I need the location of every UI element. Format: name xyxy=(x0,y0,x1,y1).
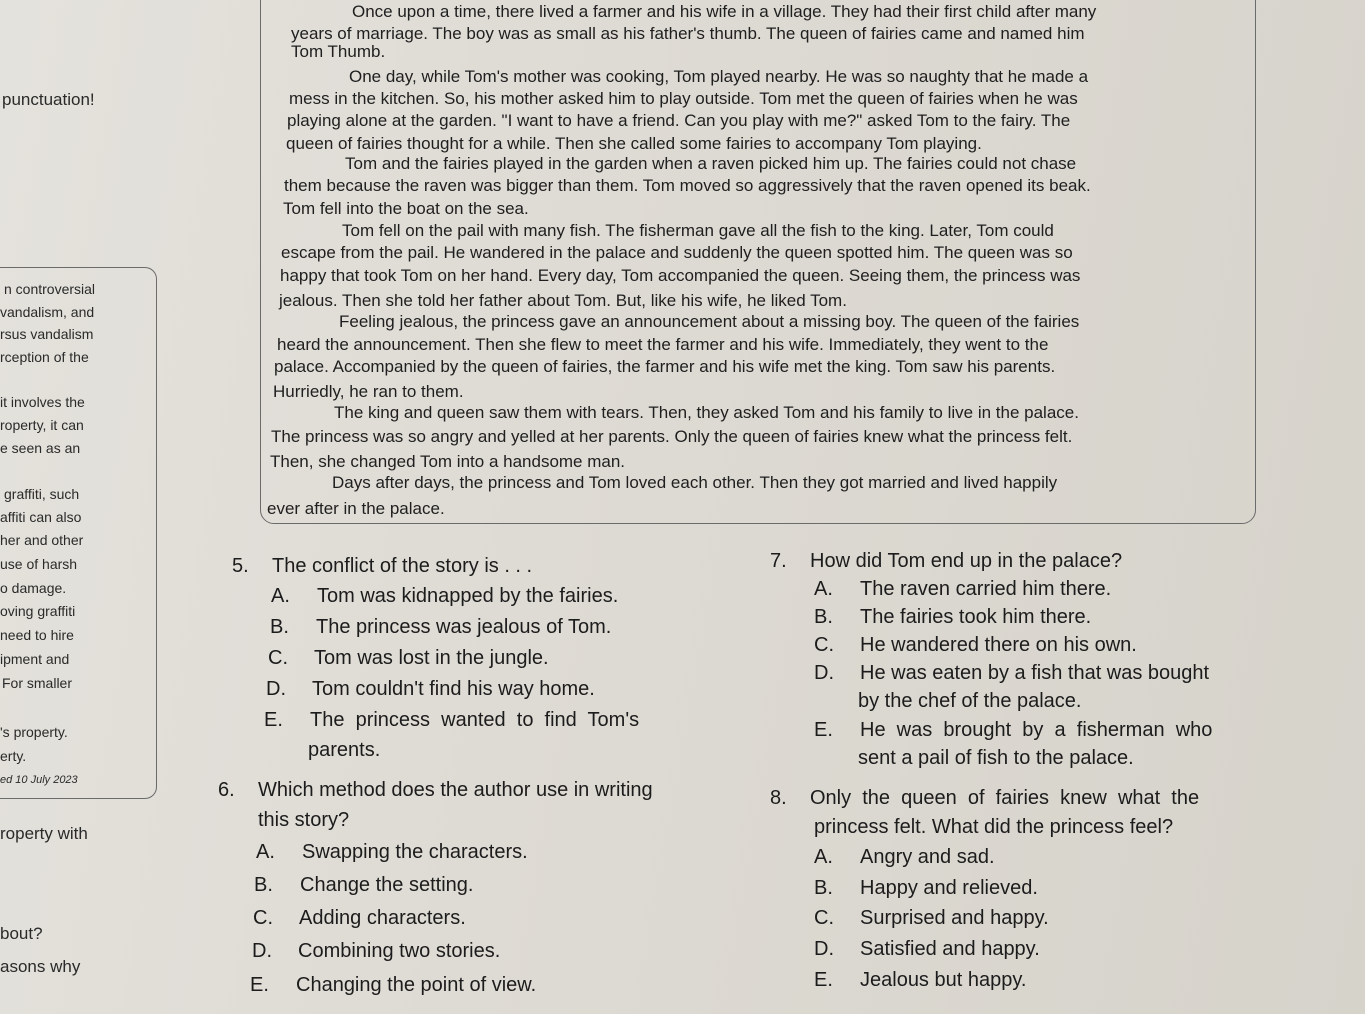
question-text: Which method does the author use in writing xyxy=(258,779,653,801)
story-line: queen of fairies thought for a while. Then she called some fairies to accompany Tom playing. xyxy=(286,134,982,153)
option-letter: E. xyxy=(250,974,269,996)
option-text: Adding characters. xyxy=(299,907,466,929)
option-text: He was brought by a fisherman who xyxy=(860,719,1213,741)
left-fragment: rsus vandalism xyxy=(0,326,94,342)
answer-option[interactable] xyxy=(256,841,528,864)
question-text: How did Tom end up in the palace? xyxy=(810,550,1123,572)
left-fragment: use of harsh xyxy=(0,556,78,572)
option-text: Tom couldn't find his way home. xyxy=(312,678,595,700)
answer-option[interactable] xyxy=(814,907,1049,930)
left-fragment: affiti can also xyxy=(0,509,82,525)
question-stem xyxy=(232,555,532,578)
option-letter: D. xyxy=(814,938,834,960)
left-fragment: asons why xyxy=(0,957,81,976)
story-line: jealous. Then she told her father about Tom. But, like his wife, he liked Tom. xyxy=(279,291,847,310)
option-letter: E. xyxy=(814,719,833,741)
left-page-margin xyxy=(0,0,160,1014)
option-letter: C. xyxy=(814,634,834,656)
left-fragment: n controversial xyxy=(4,281,96,297)
left-fragment: oving graffiti xyxy=(0,603,76,619)
story-line: ever after in the palace. xyxy=(267,499,445,518)
question-stem xyxy=(218,779,653,802)
question-text-continued: princess felt. What did the princess feel? xyxy=(814,816,1174,838)
option-letter: B. xyxy=(254,874,273,896)
story-line: playing alone at the garden. "I want to have a friend. Can you play with me?" asked Tom to the fairy. The xyxy=(287,111,1071,130)
option-text: He was eaten by a fish that was bought xyxy=(860,662,1210,684)
option-letter: E. xyxy=(814,969,833,991)
question-number: 8. xyxy=(770,787,787,809)
answer-option[interactable] xyxy=(270,616,611,639)
story-line: Hurriedly, he ran to them. xyxy=(273,382,464,401)
question-text-continued: this story? xyxy=(258,809,350,831)
question-stem xyxy=(770,550,1122,573)
option-text: The princess was jealous of Tom. xyxy=(316,616,612,638)
option-text-continued: by the chef of the palace. xyxy=(858,690,1082,712)
option-letter: C. xyxy=(253,907,273,929)
answer-option[interactable] xyxy=(252,940,500,963)
option-letter: B. xyxy=(814,877,833,899)
option-text: Happy and relieved. xyxy=(860,877,1038,899)
option-text: Tom was kidnapped by the fairies. xyxy=(317,585,619,607)
left-fragment: erty. xyxy=(0,748,27,764)
answer-option[interactable] xyxy=(250,974,536,997)
option-letter: E. xyxy=(264,709,283,731)
answer-option[interactable] xyxy=(814,969,1026,992)
left-fragment: ed 10 July 2023 xyxy=(0,774,78,786)
left-fragment: 's property. xyxy=(0,724,68,740)
question-stem xyxy=(770,787,1199,810)
left-fragment: ipment and xyxy=(0,651,70,667)
option-letter: B. xyxy=(814,606,833,628)
option-text-continued: parents. xyxy=(308,739,381,761)
left-fragment: roperty, it can xyxy=(0,417,84,433)
answer-option[interactable] xyxy=(264,709,639,732)
answer-option[interactable] xyxy=(814,877,1038,900)
story-line: Tom fell on the pail with many fish. The fisherman gave all the fish to the king. Later, Tom could xyxy=(342,221,1054,240)
story-line: Then, she changed Tom into a handsome man. xyxy=(270,452,626,471)
left-fragment: graffiti, such xyxy=(4,486,80,502)
left-fragment: For smaller xyxy=(2,675,73,691)
answer-option[interactable] xyxy=(253,907,466,930)
story-line: heard the announcement. Then she flew to meet the farmer and his wife. Immediately, they went to the xyxy=(277,335,1049,354)
option-letter: C. xyxy=(268,647,288,669)
left-fragment: it involves the xyxy=(0,394,85,410)
option-letter: C. xyxy=(814,907,834,929)
option-letter: B. xyxy=(270,616,289,638)
story-line: happy that took Tom on her hand. Every day, Tom accompanied the queen. Seeing them, the princess was xyxy=(280,266,1081,285)
story-line: mess in the kitchen. So, his mother asked him to play outside. Tom met the queen of fairies when he was xyxy=(289,89,1078,108)
left-fragment: need to hire xyxy=(0,627,74,643)
option-letter: A. xyxy=(814,578,833,600)
answer-option[interactable] xyxy=(268,647,549,670)
story-line: Tom and the fairies played in the garden when a raven picked him up. The fairies could not chase xyxy=(345,154,1077,173)
story-line: Tom fell into the boat on the sea. xyxy=(283,199,529,218)
option-letter: D. xyxy=(266,678,286,700)
question-number: 6. xyxy=(218,779,235,801)
answer-option[interactable] xyxy=(814,634,1137,657)
left-fragment: e seen as an xyxy=(0,440,81,456)
story-line: The princess was so angry and yelled at her parents. Only the queen of fairies knew what the princess felt. xyxy=(271,427,1073,446)
answer-option[interactable] xyxy=(814,578,1111,601)
option-text: The princess wanted to find Tom's xyxy=(310,709,640,731)
story-line: One day, while Tom's mother was cooking, Tom played nearby. He was so naughty that he made a xyxy=(349,67,1089,86)
option-letter: A. xyxy=(814,846,833,868)
left-fragment: roperty with xyxy=(0,824,88,843)
story-line: Days after days, the princess and Tom loved each other. Then they got married and lived happily xyxy=(332,473,1058,492)
story-line: Tom Thumb. xyxy=(291,42,386,61)
answer-option[interactable] xyxy=(814,938,1040,961)
option-text: The raven carried him there. xyxy=(860,578,1112,600)
story-line: Once upon a time, there lived a farmer and his wife in a village. They had their first child after many xyxy=(352,2,1097,21)
option-letter: D. xyxy=(814,662,834,684)
answer-option[interactable] xyxy=(814,606,1091,629)
option-letter: A. xyxy=(271,585,290,607)
story-line: them because the raven was bigger than them. Tom moved so aggressively that the raven opened its beak. xyxy=(284,176,1091,195)
answer-option[interactable] xyxy=(814,846,995,869)
left-fragment: bout? xyxy=(0,924,43,943)
option-text: The fairies took him there. xyxy=(860,606,1092,628)
option-text-continued: sent a pail of fish to the palace. xyxy=(858,747,1134,769)
story-line: years of marriage. The boy was as small as his father's thumb. The queen of fairies came and named him xyxy=(291,24,1085,43)
story-line: escape from the pail. He wandered in the palace and suddenly the queen spotted him. The queen was so xyxy=(281,243,1073,262)
answer-option[interactable] xyxy=(271,585,618,608)
option-text: Changing the point of view. xyxy=(296,974,537,996)
option-text: Combining two stories. xyxy=(298,940,501,962)
option-letter: A. xyxy=(256,841,275,863)
question-text: The conflict of the story is . . . xyxy=(272,555,533,577)
answer-option[interactable] xyxy=(814,662,1209,685)
option-text: Surprised and happy. xyxy=(860,907,1049,929)
left-fragment: her and other xyxy=(0,532,84,548)
option-text: Satisfied and happy. xyxy=(860,938,1040,960)
answer-option[interactable] xyxy=(266,678,595,701)
story-line: Feeling jealous, the princess gave an announcement about a missing boy. The queen of the fairies xyxy=(339,312,1080,331)
story-line: palace. Accompanied by the queen of fairies, the farmer and his wife met the king. Tom saw his parents. xyxy=(274,357,1056,376)
left-fragment: punctuation! xyxy=(2,90,95,109)
answer-option[interactable] xyxy=(254,874,473,897)
option-text: Change the setting. xyxy=(300,874,474,896)
story-line: The king and queen saw them with tears. Then, they asked Tom and his family to live in the palace. xyxy=(334,403,1079,422)
option-text: Jealous but happy. xyxy=(860,969,1027,991)
option-text: He wandered there on his own. xyxy=(860,634,1137,656)
option-text: Angry and sad. xyxy=(860,846,995,868)
question-number: 5. xyxy=(232,555,249,577)
left-fragment: vandalism, and xyxy=(0,304,95,320)
left-fragment: o damage. xyxy=(0,580,67,596)
answer-option[interactable] xyxy=(814,719,1212,742)
option-text: Swapping the characters. xyxy=(302,841,528,863)
question-text: Only the queen of fairies knew what the xyxy=(810,787,1200,809)
question-number: 7. xyxy=(770,550,787,572)
left-fragment: rception of the xyxy=(0,349,89,365)
option-letter: D. xyxy=(252,940,272,962)
option-text: Tom was lost in the jungle. xyxy=(314,647,549,669)
